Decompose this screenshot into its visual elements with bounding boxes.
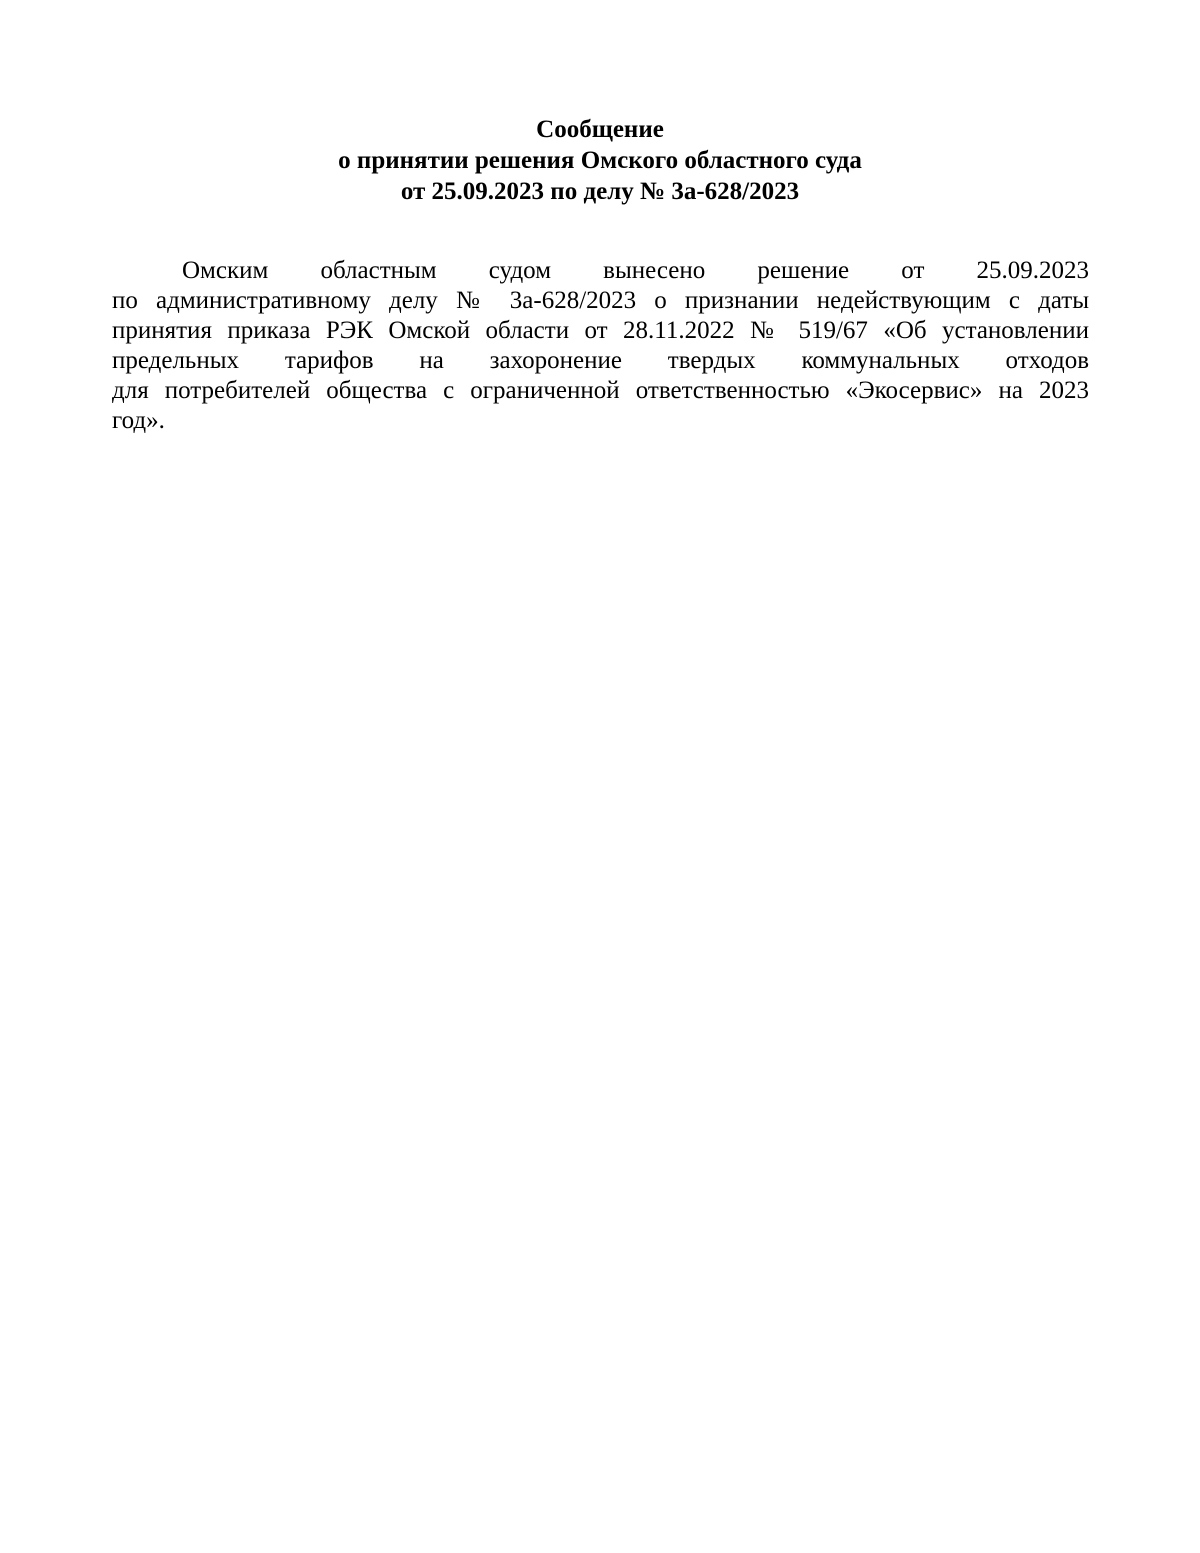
heading-title: Сообщение <box>536 116 664 143</box>
body-line: год». <box>112 407 165 434</box>
body-line: Омским областным судом вынесено решение от 25.09.2023 <box>182 257 1089 284</box>
document-heading <box>110 114 1090 207</box>
heading-subtitle: о принятии решения Омского областного суда <box>338 147 862 174</box>
heading-case-reference: от 25.09.2023 по делу № 3а-628/2023 <box>400 178 800 205</box>
body-line: предельных тарифов на захоронение твердых коммунальных отходов <box>112 347 1089 374</box>
body-line: для потребителей общества с ограниченной ответственностью «Экосервис» на 2023 <box>112 377 1089 404</box>
body-line: по административному делу № 3а-628/2023 о признании недействующим с даты <box>112 287 1089 314</box>
document-body-paragraph <box>112 256 1089 436</box>
body-line: принятия приказа РЭК Омской области от 28.11.2022 № 519/67 «Об установлении <box>112 317 1089 344</box>
